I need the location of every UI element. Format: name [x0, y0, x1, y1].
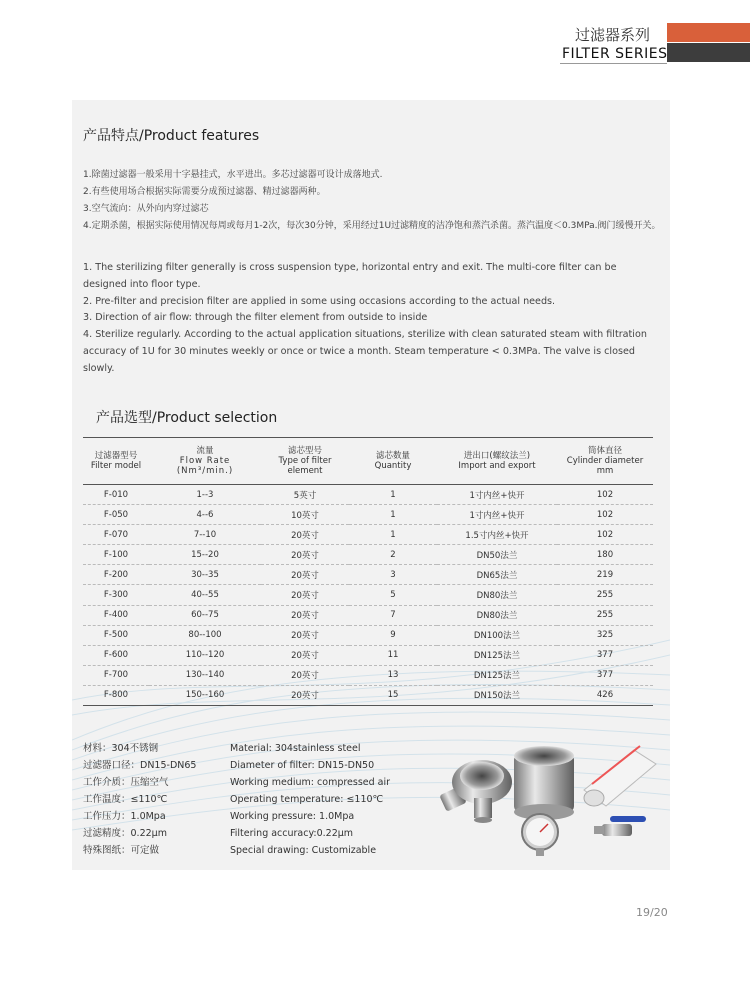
table-cell: 20英寸 [261, 625, 349, 645]
table-cell: F-070 [83, 525, 149, 545]
table-cell: 1.5寸内丝+快开 [437, 525, 557, 545]
feature-en-item: 2. Pre-filter and precision filter are applied in some using occasions according to the actual needs. [83, 295, 556, 307]
table-cell: 130--140 [149, 665, 261, 685]
table-cell: F-200 [83, 565, 149, 585]
table-cell: DN100法兰 [437, 625, 557, 645]
col-header-model: 过滤器型号 Filter model [83, 438, 149, 485]
col-header-element: 滤芯型号 Type of filter element [261, 438, 349, 485]
features-en-list [83, 260, 663, 378]
table-cell: 7--10 [149, 525, 261, 545]
table-cell: F-050 [83, 505, 149, 525]
table-cell: 20英寸 [261, 685, 349, 705]
table-cell: 20英寸 [261, 665, 349, 685]
pressure-gauge-icon [522, 814, 558, 856]
table-row [83, 545, 653, 565]
table-cell: F-700 [83, 665, 149, 685]
table-cell: 9 [349, 625, 437, 645]
table-cell: 13 [349, 665, 437, 685]
table-cell: F-500 [83, 625, 149, 645]
table-cell: 102 [557, 525, 653, 545]
table-row [83, 605, 653, 625]
table-cell: F-800 [83, 685, 149, 705]
table-cell: 11 [349, 645, 437, 665]
table-row [83, 485, 653, 505]
table-cell: 255 [557, 585, 653, 605]
spec-cn-item: 过滤器口径：DN15-DN65 [83, 760, 197, 771]
filter-element-icon [584, 746, 656, 806]
table-cell: DN80法兰 [437, 605, 557, 625]
table-cell: DN125法兰 [437, 665, 557, 685]
table-cell: 15 [349, 685, 437, 705]
spec-en-item: Operating temperature: ≤110℃ [230, 794, 384, 805]
table-cell: F-600 [83, 645, 149, 665]
table-cell: 219 [557, 565, 653, 585]
feature-en-item: 1. The sterilizing filter generally is cross suspension type, horizontal entry and exit. The multi-core filter can be designed into floor type. [83, 262, 617, 290]
table-cell: 10英寸 [261, 505, 349, 525]
table-row [83, 645, 653, 665]
header-dark-bar [667, 43, 750, 62]
col-header-quantity: 滤芯数量 Quantity [349, 438, 437, 485]
page-number: 19/20 [636, 906, 668, 919]
table-row [83, 505, 653, 525]
spec-en-item: Filtering accuracy:0.22μm [230, 828, 354, 839]
col-header-port: 进出口(螺纹法兰) Import and export [437, 438, 557, 485]
table-cell: 1寸内丝+快开 [437, 485, 557, 505]
table-cell: F-010 [83, 485, 149, 505]
table-cell: 20英寸 [261, 645, 349, 665]
table-cell: 80--100 [149, 625, 261, 645]
table-cell: DN80法兰 [437, 585, 557, 605]
table-cell: 2 [349, 545, 437, 565]
specs-en [230, 740, 390, 859]
table-cell: DN150法兰 [437, 685, 557, 705]
table-cell: 40--55 [149, 585, 261, 605]
table-cell: 5英寸 [261, 485, 349, 505]
table-row [83, 625, 653, 645]
feature-cn-item: 1.除菌过滤器一般采用十字悬挂式，水平进出。多芯过滤器可设计成落地式. [83, 170, 383, 180]
selection-title: 产品选型/Product selection [96, 410, 278, 426]
table-cell: 4--6 [149, 505, 261, 525]
features-cn-list [83, 167, 663, 235]
table-cell: 15--20 [149, 545, 261, 565]
features-title: 产品特点/Product features [83, 128, 260, 144]
table-cell: F-300 [83, 585, 149, 605]
col-header-diameter: 筒体直径 Cylinder diameter mm [557, 438, 653, 485]
table-cell: 325 [557, 625, 653, 645]
spec-cn-item: 工作温度：≤110℃ [83, 794, 168, 805]
table-cell: DN50法兰 [437, 545, 557, 565]
spec-en-item: Material: 304stainless steel [230, 743, 361, 754]
series-title-en: FILTER SERIES [562, 46, 668, 62]
table-cell: F-400 [83, 605, 149, 625]
table-row [83, 585, 653, 605]
table-cell: 377 [557, 665, 653, 685]
content-panel [72, 100, 670, 870]
table-cell: 20英寸 [261, 525, 349, 545]
table-cell: 30--35 [149, 565, 261, 585]
feature-cn-item: 4.定期杀菌，根据实际使用情况每周或每月1-2次，每次30分钟，采用经过1U过滤精度的洁净饱和蒸汽杀菌。蒸汽温度＜0.3MPa.阀门缓慢开关。 [83, 221, 661, 231]
table-cell: 20英寸 [261, 585, 349, 605]
spec-cn-item: 过滤精度：0.22μm [83, 828, 167, 839]
spec-en-item: Diameter of filter: DN15-DN50 [230, 760, 375, 771]
filter-housing-icon [439, 760, 512, 823]
filter-bowl-icon [514, 746, 574, 820]
table-cell: 7 [349, 605, 437, 625]
spec-cn-item: 材料：304不锈钢 [83, 743, 159, 754]
col-header-flow: 流量 Flow Rate (Nm³/min.) [149, 438, 261, 485]
table-cell: DN125法兰 [437, 645, 557, 665]
table-cell: 150--160 [149, 685, 261, 705]
table-cell: 110--120 [149, 645, 261, 665]
ball-valve-icon [594, 816, 646, 836]
table-cell: 1寸内丝+快开 [437, 505, 557, 525]
product-illustration [434, 740, 664, 860]
table-cell: 255 [557, 605, 653, 625]
spec-cn-item: 工作介质：压缩空气 [83, 777, 169, 788]
table-cell: 5 [349, 585, 437, 605]
table-cell: 102 [557, 505, 653, 525]
table-cell: 60--75 [149, 605, 261, 625]
header-accent-bar [667, 23, 750, 42]
feature-cn-item: 2.有些使用场合根据实际需要分成预过滤器、精过滤器两种。 [83, 187, 326, 197]
table-cell: 377 [557, 645, 653, 665]
table-cell: 3 [349, 565, 437, 585]
specs-cn [83, 740, 196, 859]
table-cell: 1 [349, 505, 437, 525]
spec-en-item: Working medium: compressed air [230, 777, 391, 788]
feature-en-item: 4. Sterilize regularly. According to the actual application situations, sterilize with clean saturated steam with filtration accuracy of 1U for 30 minutes weekly or once or twice a month. Steam temperature < 0.3MPa. The valve is closed slowly. [83, 329, 647, 374]
feature-cn-item: 3.空气流向：从外向内穿过滤芯 [83, 204, 209, 214]
table-cell: F-100 [83, 545, 149, 565]
feature-en-item: 3. Direction of air flow: through the filter element from outside to inside [83, 312, 428, 324]
table-cell: 102 [557, 485, 653, 505]
table-row [83, 565, 653, 585]
table-row [83, 685, 653, 705]
table-cell: 20英寸 [261, 565, 349, 585]
table-row [83, 665, 653, 685]
spec-cn-item: 工作压力：1.0Mpa [83, 811, 166, 822]
spec-en-item: Working pressure: 1.0Mpa [230, 811, 355, 822]
table-cell: 20英寸 [261, 605, 349, 625]
table-row [83, 525, 653, 545]
spec-en-item: Special drawing: Customizable [230, 845, 377, 856]
header-divider [560, 63, 667, 64]
table-cell: 1 [349, 485, 437, 505]
table-cell: 180 [557, 545, 653, 565]
table-cell: 20英寸 [261, 545, 349, 565]
table-cell: 1 [349, 525, 437, 545]
table-cell: 1--3 [149, 485, 261, 505]
table-cell: DN65法兰 [437, 565, 557, 585]
product-selection-table [83, 437, 653, 706]
table-header-row [83, 438, 653, 485]
spec-cn-item: 特殊图纸：可定做 [83, 845, 160, 856]
series-title-cn: 过滤器系列 [575, 26, 651, 44]
table-cell: 426 [557, 685, 653, 705]
